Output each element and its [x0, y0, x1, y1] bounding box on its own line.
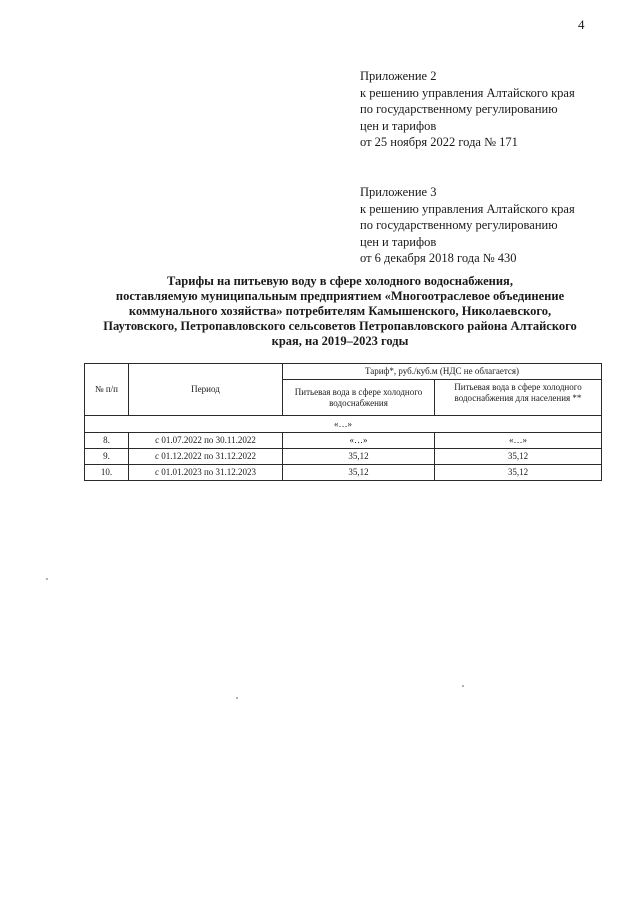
header-num: № п/п — [85, 364, 129, 416]
table-row-ellipsis — [85, 416, 602, 433]
title-line: поставляемую муниципальным предприятием «Многоотраслевое объединение — [115, 289, 565, 303]
appendix-2-line: цен и тарифов — [360, 118, 437, 133]
cell-period: с 01.07.2022 по 30.11.2022 — [129, 433, 283, 449]
appendix-3-line: по государственному регулированию — [360, 218, 558, 232]
title-line: Тарифы на питьевую воду в сфере холодного водоснабжения, — [167, 274, 513, 288]
appendix-2-line: Приложение 2 — [360, 69, 437, 83]
appendix-2-header — [360, 68, 575, 151]
cell-num: 9. — [85, 449, 129, 465]
table-row — [85, 465, 602, 481]
scan-speck — [462, 685, 464, 687]
title-line: края, на 2019–2023 годы — [271, 334, 409, 348]
header-tariff-2: Питьевая вода в сфере холодного водоснабжения для населения ** — [435, 380, 602, 416]
tariff-table — [84, 363, 602, 481]
appendix-3-line: Приложение 3 — [360, 185, 437, 199]
appendix-3-line: к решению управления Алтайского края — [360, 201, 575, 216]
table-row — [85, 449, 602, 465]
cell-tariff-2: 35,12 — [435, 449, 602, 465]
cell-period: с 01.01.2023 по 31.12.2023 — [129, 465, 283, 481]
cell-num: 10. — [85, 465, 129, 481]
cell-num: 8. — [85, 433, 129, 449]
scan-speck — [236, 697, 238, 699]
appendix-2-line: по государственному регулированию — [360, 102, 558, 116]
header-tariff-group: Тариф*, руб./куб.м (НДС не облагается) — [283, 364, 602, 380]
cell-tariff-2: «…» — [435, 433, 602, 449]
page-number: 4 — [578, 17, 585, 32]
ellipsis-cell: «…» — [85, 416, 602, 433]
title-line: Паутовского, Петропавловского сельсоветов Петропавловского района Алтайского — [103, 319, 577, 333]
appendix-3-line: от 6 декабря 2018 года № 430 — [360, 251, 517, 265]
cell-tariff-1: 35,12 — [283, 465, 435, 481]
cell-tariff-1: 35,12 — [283, 449, 435, 465]
scan-speck — [46, 578, 48, 580]
appendix-2-line: от 25 ноября 2022 года № 171 — [360, 135, 518, 149]
table-row — [85, 433, 602, 449]
cell-tariff-2: 35,12 — [435, 465, 602, 481]
header-tariff-1: Питьевая вода в сфере холодного водоснабжения — [283, 380, 435, 416]
appendix-3-header — [360, 184, 575, 267]
appendix-3-line: цен и тарифов — [360, 234, 437, 249]
header-period: Период — [129, 364, 283, 416]
title-line: коммунального хозяйства» потребителям Камышенского, Николаевского, — [128, 304, 552, 318]
cell-period: с 01.12.2022 по 31.12.2022 — [129, 449, 283, 465]
document-title — [80, 274, 600, 349]
cell-tariff-1: «…» — [283, 433, 435, 449]
appendix-2-line: к решению управления Алтайского края — [360, 85, 575, 100]
table-header-row — [85, 364, 602, 380]
